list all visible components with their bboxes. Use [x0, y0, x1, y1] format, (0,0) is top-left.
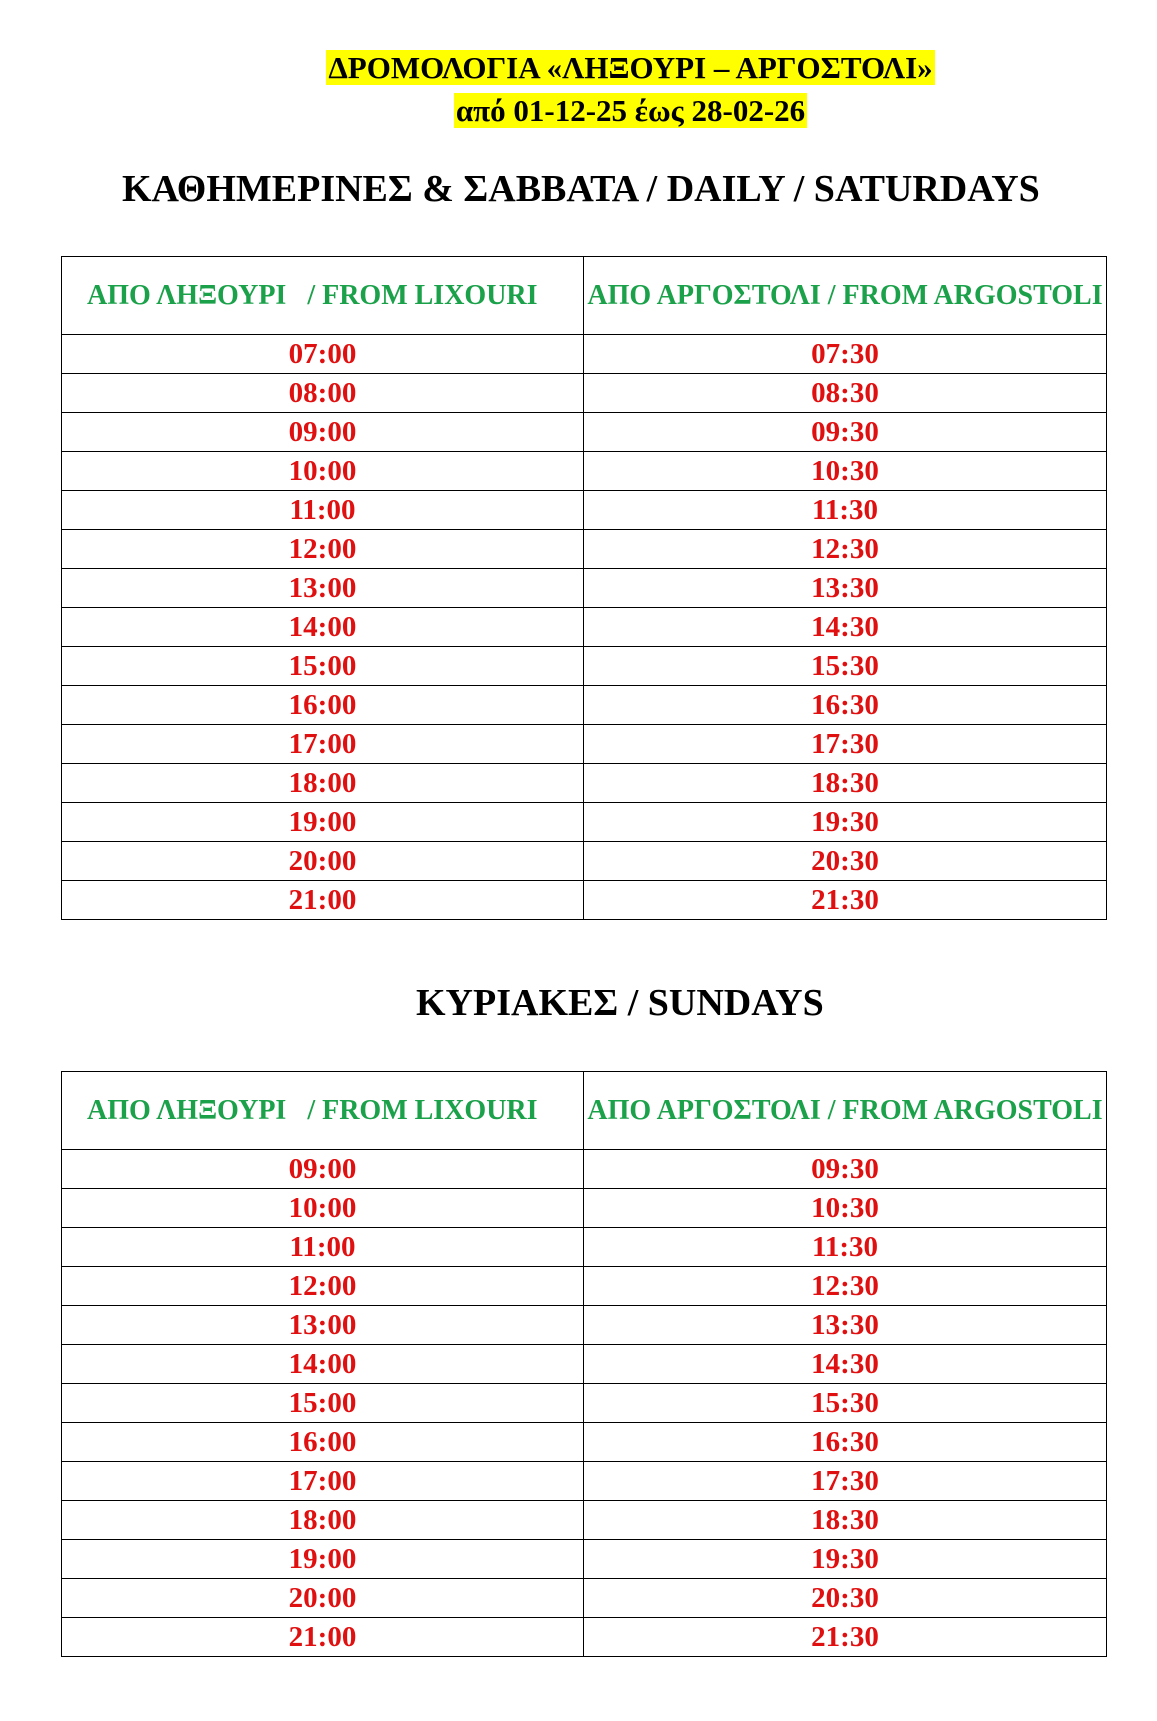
departure-time-from-argostoli: 14:30 — [584, 608, 1107, 647]
sunday-timetable — [61, 1071, 1107, 1657]
table-row — [62, 1501, 1107, 1540]
departure-time-from-lixouri: 17:00 — [62, 725, 584, 764]
departure-time-from-lixouri: 20:00 — [62, 1579, 584, 1618]
table-row — [62, 1189, 1107, 1228]
departure-time-from-argostoli: 18:30 — [584, 1501, 1107, 1540]
table-row — [62, 1150, 1107, 1189]
departure-time-from-argostoli: 17:30 — [584, 725, 1107, 764]
table-row — [62, 647, 1107, 686]
timetable-header-row — [62, 257, 1107, 335]
table-row — [62, 452, 1107, 491]
timetable-header-row — [62, 1072, 1107, 1150]
departure-time-from-lixouri: 11:00 — [62, 491, 584, 530]
departure-time-from-argostoli: 20:30 — [584, 842, 1107, 881]
table-row — [62, 1345, 1107, 1384]
departure-time-from-argostoli: 17:30 — [584, 1462, 1107, 1501]
departure-time-from-argostoli: 16:30 — [584, 1423, 1107, 1462]
table-row — [62, 764, 1107, 803]
departure-time-from-lixouri: 16:00 — [62, 686, 584, 725]
departure-time-from-lixouri: 13:00 — [62, 1306, 584, 1345]
departure-time-from-argostoli: 16:30 — [584, 686, 1107, 725]
departure-time-from-lixouri: 21:00 — [62, 1618, 584, 1657]
departure-time-from-argostoli: 15:30 — [584, 647, 1107, 686]
departure-time-from-lixouri: 10:00 — [62, 1189, 584, 1228]
table-row — [62, 1423, 1107, 1462]
departure-time-from-argostoli: 11:30 — [584, 1228, 1107, 1267]
departure-time-from-lixouri: 18:00 — [62, 1501, 584, 1540]
column-header-from-lixouri: ΑΠΟ ΛΗΞΟΥΡΙ / FROM LIXOURI — [62, 257, 584, 335]
departure-time-from-lixouri: 20:00 — [62, 842, 584, 881]
departure-time-from-argostoli: 21:30 — [584, 881, 1107, 920]
departure-time-from-lixouri: 11:00 — [62, 1228, 584, 1267]
departure-time-from-lixouri: 15:00 — [62, 1384, 584, 1423]
departure-time-from-argostoli: 10:30 — [584, 452, 1107, 491]
sunday-timetable-body — [62, 1150, 1107, 1657]
table-row — [62, 569, 1107, 608]
departure-time-from-argostoli: 12:30 — [584, 530, 1107, 569]
departure-time-from-argostoli: 13:30 — [584, 569, 1107, 608]
departure-time-from-argostoli: 11:30 — [584, 491, 1107, 530]
table-row — [62, 881, 1107, 920]
column-header-from-lixouri: ΑΠΟ ΛΗΞΟΥΡΙ / FROM LIXOURI — [62, 1072, 584, 1150]
departure-time-from-lixouri: 12:00 — [62, 530, 584, 569]
departure-time-from-lixouri: 21:00 — [62, 881, 584, 920]
table-row — [62, 1540, 1107, 1579]
table-row — [62, 1462, 1107, 1501]
departure-time-from-argostoli: 08:30 — [584, 374, 1107, 413]
departure-time-from-argostoli: 21:30 — [584, 1618, 1107, 1657]
table-row — [62, 413, 1107, 452]
schedule-date-range-text: από 01-12-25 έως 28-02-26 — [455, 93, 806, 128]
weekday-timetable — [61, 256, 1107, 920]
departure-time-from-lixouri: 14:00 — [62, 1345, 584, 1384]
table-row — [62, 725, 1107, 764]
table-row — [62, 374, 1107, 413]
departure-time-from-argostoli: 19:30 — [584, 803, 1107, 842]
departure-time-from-argostoli: 12:30 — [584, 1267, 1107, 1306]
departure-time-from-lixouri: 17:00 — [62, 1462, 584, 1501]
departure-time-from-argostoli: 18:30 — [584, 764, 1107, 803]
table-row — [62, 1384, 1107, 1423]
departure-time-from-lixouri: 12:00 — [62, 1267, 584, 1306]
table-row — [62, 1306, 1107, 1345]
table-row — [62, 686, 1107, 725]
schedule-date-range — [52, 91, 1157, 130]
table-row — [62, 1228, 1107, 1267]
departure-time-from-argostoli: 09:30 — [584, 413, 1107, 452]
departure-time-from-lixouri: 19:00 — [62, 803, 584, 842]
departure-time-from-argostoli: 14:30 — [584, 1345, 1107, 1384]
weekday-timetable-body — [62, 335, 1107, 920]
table-row — [62, 842, 1107, 881]
table-row — [62, 335, 1107, 374]
table-row — [62, 803, 1107, 842]
weekday-section-heading: ΚΑΘΗΜΕΡΙΝΕΣ & ΣΑΒΒΑΤΑ / DAILY / SATURDAYS — [122, 168, 1040, 210]
sunday-section-heading: ΚΥΡΙΑΚΕΣ / SUNDAYS — [416, 982, 824, 1024]
column-header-from-argostoli: ΑΠΟ ΑΡΓΟΣΤΟΛΙ / FROM ARGOSTOLI — [584, 257, 1107, 335]
column-header-from-argostoli: ΑΠΟ ΑΡΓΟΣΤΟΛΙ / FROM ARGOSTOLI — [584, 1072, 1107, 1150]
departure-time-from-lixouri: 15:00 — [62, 647, 584, 686]
table-row — [62, 608, 1107, 647]
departure-time-from-argostoli: 20:30 — [584, 1579, 1107, 1618]
table-row — [62, 1618, 1107, 1657]
table-row — [62, 1579, 1107, 1618]
schedule-title-text: ΔΡΟΜΟΛΟΓΙΑ «ΛΗΞΟΥΡΙ – ΑΡΓΟΣΤΟΛΙ» — [328, 50, 933, 85]
departure-time-from-lixouri: 13:00 — [62, 569, 584, 608]
table-row — [62, 1267, 1107, 1306]
table-row — [62, 491, 1107, 530]
departure-time-from-argostoli: 10:30 — [584, 1189, 1107, 1228]
departure-time-from-lixouri: 08:00 — [62, 374, 584, 413]
departure-time-from-lixouri: 14:00 — [62, 608, 584, 647]
departure-time-from-argostoli: 09:30 — [584, 1150, 1107, 1189]
schedule-title — [52, 48, 1157, 87]
departure-time-from-argostoli: 19:30 — [584, 1540, 1107, 1579]
departure-time-from-argostoli: 07:30 — [584, 335, 1107, 374]
departure-time-from-argostoli: 13:30 — [584, 1306, 1107, 1345]
departure-time-from-lixouri: 09:00 — [62, 1150, 584, 1189]
departure-time-from-lixouri: 18:00 — [62, 764, 584, 803]
departure-time-from-lixouri: 09:00 — [62, 413, 584, 452]
departure-time-from-argostoli: 15:30 — [584, 1384, 1107, 1423]
table-row — [62, 530, 1107, 569]
departure-time-from-lixouri: 19:00 — [62, 1540, 584, 1579]
departure-time-from-lixouri: 10:00 — [62, 452, 584, 491]
departure-time-from-lixouri: 07:00 — [62, 335, 584, 374]
departure-time-from-lixouri: 16:00 — [62, 1423, 584, 1462]
